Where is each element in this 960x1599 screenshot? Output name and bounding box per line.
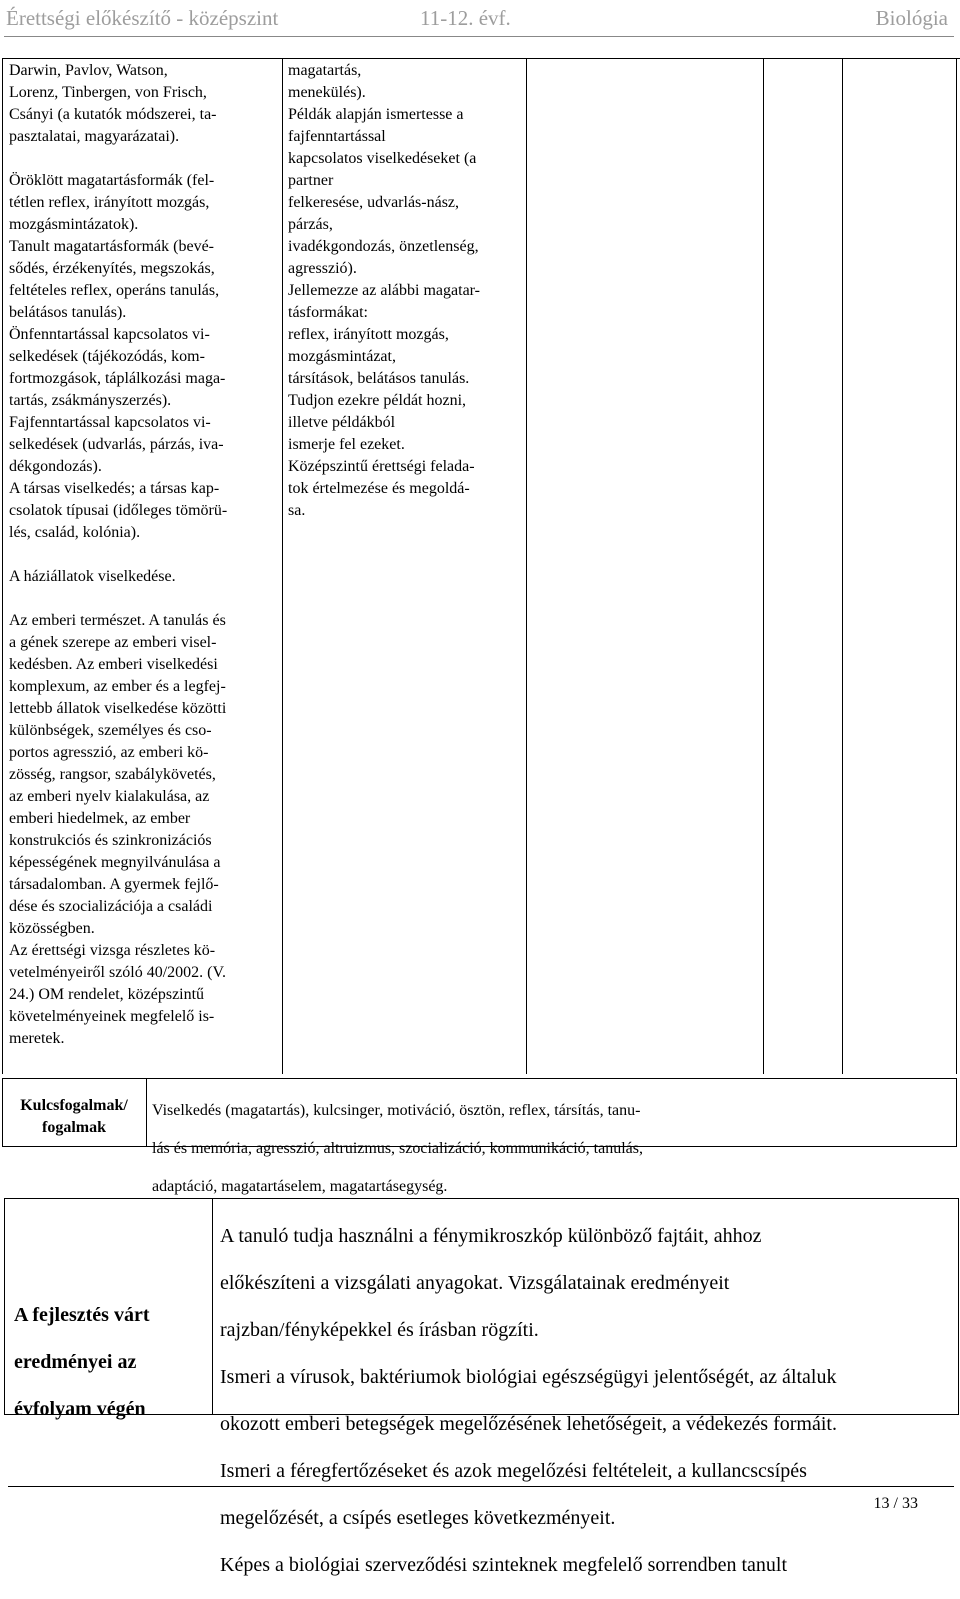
- requirements-column: [288, 60, 524, 522]
- table-divider: [526, 58, 527, 1074]
- topic-line: selkedések (udvarlás, párzás, iva-: [9, 436, 224, 453]
- topic-line: az emberi nyelv kialakulása, az: [9, 788, 210, 805]
- requirement-line: tok értelmezése és megoldá-: [288, 480, 470, 497]
- topic-line: konstrukciós és szinkronizációs: [9, 832, 212, 849]
- topic-line: tartás, zsákmányszerzés).: [9, 392, 172, 409]
- topic-line: Csányi (a kutatók módszerei, ta-: [9, 106, 217, 123]
- table-top-border: [2, 58, 960, 59]
- topic-line: Önfenntartással kapcsolatos vi-: [9, 326, 210, 343]
- topic-line: lés, család, kolónia).: [9, 524, 141, 541]
- outcomes-line: előkészíteni a vizsgálati anyagokat. Vizsgálatainak eredményeit: [220, 1272, 730, 1294]
- requirement-line: Középszintű érettségi felada-: [288, 458, 475, 475]
- header-rule: [4, 36, 954, 37]
- requirement-line: magatartás,: [288, 62, 362, 79]
- topic-line: [9, 544, 279, 566]
- header-right: Biológia: [875, 5, 948, 30]
- header-left: Érettségi előkészítő - középszint: [6, 5, 279, 30]
- requirement-line: sa.: [288, 502, 306, 519]
- topic-line: dése és szocializációja a családi: [9, 898, 213, 915]
- requirement-line: felkeresése, udvarlás-nász,: [288, 194, 460, 211]
- topic-line: meretek.: [9, 1030, 65, 1047]
- requirement-line: agresszió).: [288, 260, 357, 277]
- requirement-line: társítások, belátásos tanulás.: [288, 370, 470, 387]
- topic-line: pasztalatai, magyarázatai).: [9, 128, 180, 145]
- outcomes-line: Ismeri a vírusok, baktériumok biológiai egészségügyi jelentőségét, az általuk: [220, 1366, 837, 1388]
- outcomes-line: rajzban/fényképekkel és írásban rögzíti.: [220, 1319, 539, 1341]
- topic-line: Darwin, Pavlov, Watson,: [9, 62, 168, 79]
- requirement-line: ivadékgondozás, önzetlenség,: [288, 238, 479, 255]
- keywords-text: [152, 1084, 752, 1214]
- topic-line: emberi hiedelmek, az ember: [9, 810, 191, 827]
- requirement-line: kapcsolatos viselkedéseket (a: [288, 150, 477, 167]
- requirement-line: Tudjon ezekre példát hozni,: [288, 392, 467, 409]
- topic-line: kedésben. Az emberi viselkedési: [9, 656, 218, 673]
- topic-line: 24.) OM rendelet, középszintű: [9, 986, 205, 1003]
- topic-line: [9, 148, 279, 170]
- requirement-line: partner: [288, 172, 334, 189]
- requirement-line: tásformákat:: [288, 304, 368, 321]
- topic-line: portos agresszió, az emberi kö-: [9, 744, 209, 761]
- topic-line: komplexum, az ember és a legfej-: [9, 678, 226, 695]
- topic-line: fortmozgások, táplálkozási maga-: [9, 370, 226, 387]
- table-right-border: [956, 58, 957, 1074]
- topic-line: tétlen reflex, irányított mozgás,: [9, 194, 210, 211]
- table-left-border: [2, 58, 3, 1074]
- table-divider: [763, 58, 764, 1074]
- topic-line: Lorenz, Tinbergen, von Frisch,: [9, 84, 207, 101]
- requirement-line: mozgásmintázat,: [288, 348, 396, 365]
- topic-line: a gének szerepe az emberi visel-: [9, 634, 217, 651]
- topic-line: sődés, érzékenyítés, megszokás,: [9, 260, 215, 277]
- topic-line: [9, 588, 279, 610]
- requirement-line: ismerje fel ezeket.: [288, 436, 405, 453]
- requirement-line: reflex, irányított mozgás,: [288, 326, 449, 343]
- page-header: [0, 0, 960, 36]
- topic-line: csolatok típusai (időleges tömörü-: [9, 502, 228, 519]
- table-divider: [842, 58, 843, 1074]
- requirement-line: menekülés).: [288, 84, 366, 101]
- outcomes-label-line: eredményei az: [14, 1351, 137, 1373]
- outcomes-line: Ismeri a féregfertőzéseket és azok megelőzési feltételeit, a kullancscsípés: [220, 1460, 807, 1482]
- keywords-label-line: Kulcsfogalmak/: [20, 1097, 128, 1114]
- outcomes-label-line: évfolyam végén: [14, 1398, 146, 1420]
- requirement-line: párzás,: [288, 216, 333, 233]
- topic-line: Öröklött magatartásformák (fel-: [9, 172, 215, 189]
- requirement-line: illetve példákból: [288, 414, 396, 431]
- header-middle: 11-12. évf.: [420, 6, 511, 30]
- topic-line: feltételes reflex, operáns tanulás,: [9, 282, 220, 299]
- topic-line: Az érettségi vizsga részletes kö-: [9, 942, 216, 959]
- outcomes-divider: [212, 1198, 213, 1414]
- topic-line: dékgondozás).: [9, 458, 102, 475]
- table-divider: [282, 58, 283, 1074]
- outcomes-line: okozott emberi betegségek megelőzésének lehetőségeit, a védekezés formáit.: [220, 1413, 837, 1435]
- topic-line: zösség, rangsor, szabálykövetés,: [9, 766, 216, 783]
- topics-column: [9, 60, 279, 1050]
- topic-line: Tanult magatartásformák (bevé-: [9, 238, 215, 255]
- keywords-label: [2, 1095, 146, 1139]
- keywords-label-line: fogalmak: [42, 1119, 106, 1136]
- keywords-line: lás és memória, agresszió, altruizmus, szocializáció, kommunikáció, tanulás,: [152, 1140, 643, 1157]
- keywords-divider: [146, 1078, 147, 1146]
- topic-line: közösségben.: [9, 920, 95, 937]
- keywords-line: adaptáció, magatartáselem, magatartásegység.: [152, 1178, 448, 1195]
- topic-line: selkedések (tájékozódás, kom-: [9, 348, 205, 365]
- keywords-line: Viselkedés (magatartás), kulcsinger, motiváció, ösztön, reflex, társítás, tanu-: [152, 1102, 641, 1119]
- requirement-line: Jellemezze az alábbi magatar-: [288, 282, 480, 299]
- outcomes-label: [14, 1282, 199, 1443]
- topic-line: lettebb állatok viselkedése közötti: [9, 700, 227, 717]
- topic-line: mozgásmintázatok).: [9, 216, 139, 233]
- topic-line: képességének megnyilvánulása a: [9, 854, 221, 871]
- requirement-line: fajfenntartással: [288, 128, 386, 145]
- outcomes-text: [220, 1203, 952, 1599]
- topic-line: belátásos tanulás).: [9, 304, 127, 321]
- outcomes-right-border: [958, 1198, 959, 1414]
- topic-line: különbségek, személyes és cso-: [9, 722, 212, 739]
- topic-line: A háziállatok viselkedése.: [9, 568, 176, 585]
- outcomes-left-border: [4, 1198, 5, 1414]
- footer-rule: [8, 1486, 954, 1487]
- topic-line: A társas viselkedés; a társas kap-: [9, 480, 220, 497]
- topic-line: követelményeinek megfelelő is-: [9, 1008, 215, 1025]
- topic-line: Az emberi természet. A tanulás és: [9, 612, 226, 629]
- requirement-line: Példák alapján ismertesse a: [288, 106, 464, 123]
- outcomes-line: Képes a biológiai szerveződési szinteknek megfelelő sorrendben tanult: [220, 1554, 788, 1576]
- topic-line: társadalomban. A gyermek fejlő-: [9, 876, 219, 893]
- topic-line: Fajfenntartással kapcsolatos vi-: [9, 414, 211, 431]
- outcomes-line: megelőzését, a csípés esetleges következményeit.: [220, 1507, 616, 1529]
- topic-line: vetelményeiről szóló 40/2002. (V.: [9, 964, 226, 981]
- page-number: 13 / 33: [873, 1495, 918, 1512]
- outcomes-line: A tanuló tudja használni a fénymikroszkóp különböző fajtáit, ahhoz: [220, 1225, 762, 1247]
- outcomes-label-line: A fejlesztés várt: [14, 1304, 150, 1326]
- keywords-right-border: [956, 1078, 957, 1146]
- outcomes-top-border: [4, 1198, 959, 1199]
